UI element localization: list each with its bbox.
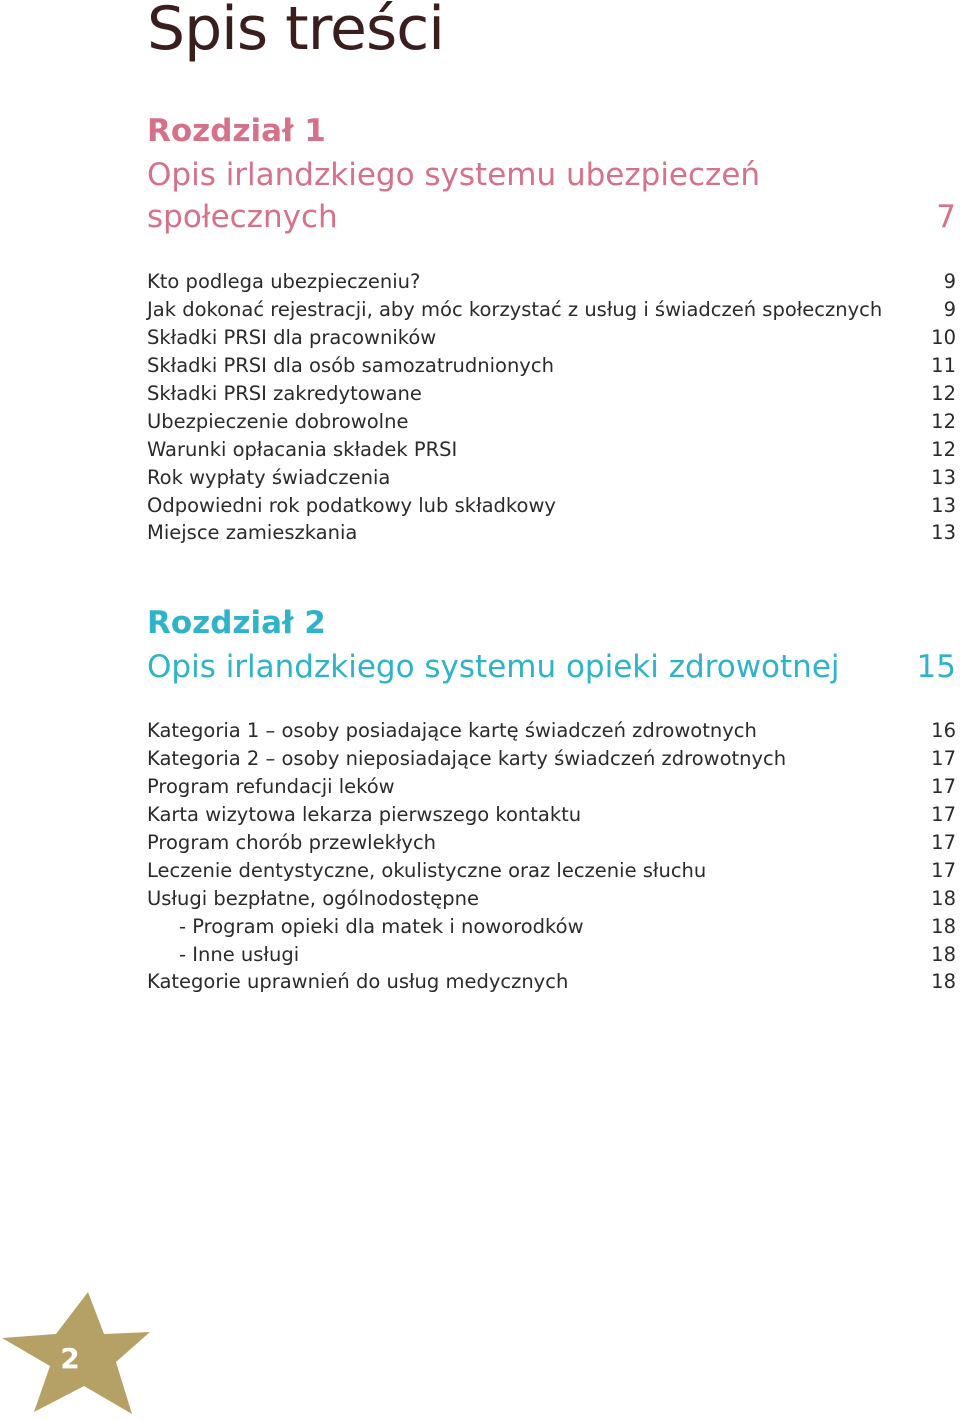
toc-entry (147, 968, 956, 996)
toc-entry-page: 18 (931, 942, 956, 966)
page-title: Spis treści (147, 0, 444, 64)
toc-entry (147, 491, 956, 519)
toc-entry-text: Usługi bezpłatne, ogólnodostępne (147, 886, 479, 910)
toc-entry (147, 463, 956, 491)
toc-entry (147, 884, 956, 912)
toc-entry-text: Leczenie dentystyczne, okulistyczne oraz leczenie słuchu (147, 858, 707, 882)
toc-entry-text: Składki PRSI dla pracowników (147, 326, 437, 350)
toc-entry-text: Ubezpieczenie dobrowolne (147, 409, 409, 433)
chapter-2-title: Opis irlandzkiego systemu opieki zdrowotnej (147, 649, 840, 685)
toc-entry (147, 829, 956, 857)
chapter-1-title-line-2: społecznych (147, 199, 338, 235)
toc-entry-page: 17 (931, 775, 956, 799)
toc-entry (147, 940, 956, 968)
toc-entry-page: 13 (931, 465, 956, 489)
toc-entry (147, 773, 956, 801)
toc-entry-page: 17 (931, 831, 956, 854)
toc-entry-text: Składki PRSI zakredytowane (147, 382, 422, 405)
chapter-2-label: Rozdział 2 (147, 605, 326, 641)
toc-entry-page: 12 (931, 437, 956, 461)
toc-entry-page: 12 (931, 382, 956, 405)
toc-entry (147, 352, 956, 380)
chapter-1-page-number: 7 (936, 199, 956, 235)
toc-entry-page: 17 (931, 858, 956, 882)
toc-entry-page: 12 (931, 409, 956, 433)
toc-entry-text: - Inne usługi (179, 942, 300, 966)
page-number: 2 (60, 1342, 80, 1375)
toc-entry-text: Warunki opłacania składek PRSI (147, 437, 458, 461)
chapter-2-page-number: 15 (916, 649, 956, 685)
chapter-2-toc-list (147, 717, 956, 996)
toc-entry-text: - Program opieki dla matek i noworodków (179, 914, 584, 938)
toc-entry-text: Rok wypłaty świadczenia (147, 465, 391, 489)
toc-entry (147, 324, 956, 352)
toc-entry-page: 9 (943, 298, 956, 322)
toc-entry-page: 13 (931, 493, 956, 517)
toc-entry-text: Kto podlega ubezpieczeniu? (147, 270, 421, 294)
toc-entry (147, 407, 956, 435)
toc-entry (147, 268, 956, 296)
toc-entry-text: Składki PRSI dla osób samozatrudnionych (147, 354, 554, 378)
toc-entry-page: 18 (931, 886, 956, 910)
chapter-1-toc-list (147, 268, 956, 547)
toc-entry-text: Program refundacji leków (147, 775, 395, 799)
toc-entry-text: Miejsce zamieszkania (147, 521, 358, 545)
toc-entry-page: 9 (943, 270, 956, 294)
toc-entry (147, 745, 956, 773)
toc-entry-page: 16 (931, 719, 956, 743)
toc-entry-page: 11 (931, 354, 956, 378)
toc-entry-text: Kategoria 2 – osoby nieposiadające karty świadczeń zdrowotnych (147, 747, 787, 771)
toc-entry-text: Karta wizytowa lekarza pierwszego kontaktu (147, 803, 582, 827)
toc-entry-page: 10 (931, 326, 956, 350)
toc-entry-text: Odpowiedni rok podatkowy lub składkowy (147, 493, 556, 517)
toc-entry (147, 856, 956, 884)
toc-entry-page: 13 (931, 521, 956, 545)
toc-entry (147, 801, 956, 829)
toc-entry-text: Kategoria 1 – osoby posiadające kartę świadczeń zdrowotnych (147, 719, 757, 743)
chapter-1-title-line-1: Opis irlandzkiego systemu ubezpieczeń (147, 157, 761, 193)
toc-entry-page: 17 (931, 803, 956, 827)
chapter-1-label: Rozdział 1 (147, 113, 326, 149)
toc-entry-text: Program chorób przewlekłych (147, 831, 437, 854)
star-icon (0, 1290, 152, 1416)
toc-entry-page: 18 (931, 970, 956, 994)
toc-entry (147, 519, 956, 547)
toc-entry-page: 17 (931, 747, 956, 771)
toc-entry (147, 380, 956, 408)
toc-entry-text: Kategorie uprawnień do usług medycznych (147, 970, 569, 994)
page-number-star-badge (0, 1290, 152, 1416)
toc-entry (147, 717, 956, 745)
toc-entry-text: Jak dokonać rejestracji, aby móc korzystać z usług i świadczeń społecznych (147, 298, 883, 322)
toc-entry-page: 18 (931, 914, 956, 938)
toc-entry (147, 296, 956, 324)
toc-entry (147, 435, 956, 463)
toc-entry (147, 912, 956, 940)
